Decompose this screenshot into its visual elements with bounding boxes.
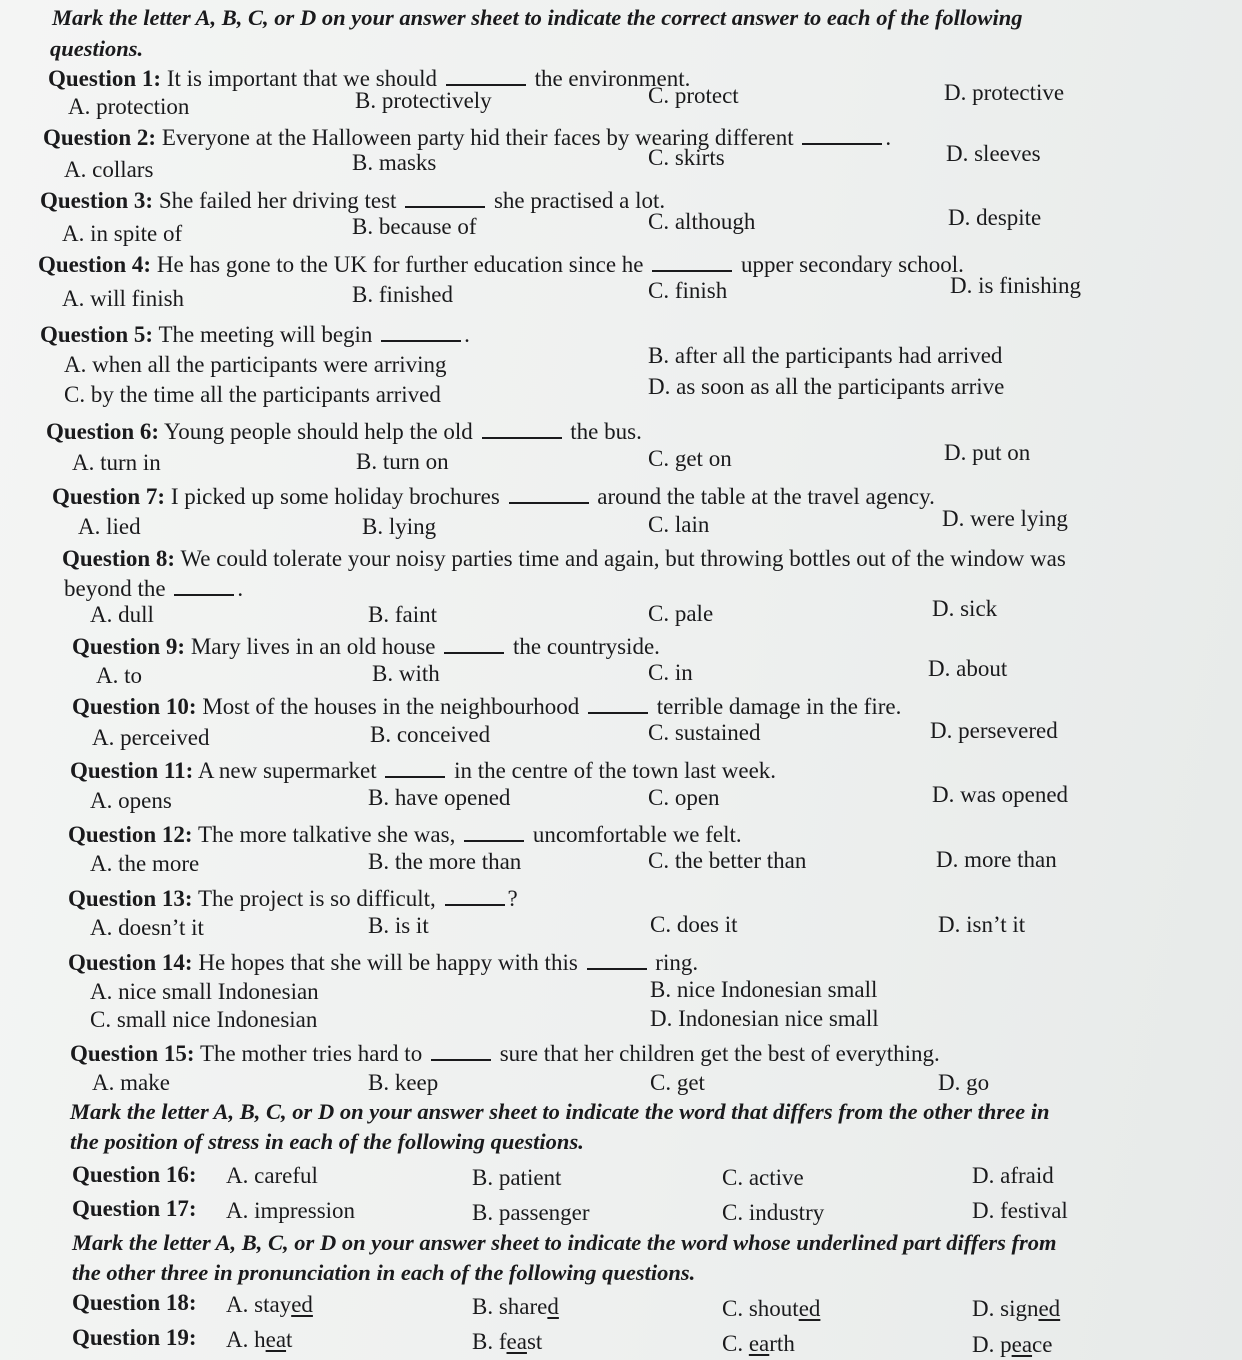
question-label: Question 15: (70, 1041, 195, 1066)
option-d: D. put on (944, 440, 1031, 465)
answer-blank (802, 124, 882, 145)
option-d: D. Indonesian nice small (650, 1006, 879, 1031)
question-stem-end: . (885, 125, 892, 150)
option-b: B. faint (368, 602, 437, 627)
underlined-part: ed (1038, 1296, 1061, 1321)
answer-blank (509, 483, 589, 504)
option-a: A. in spite of (62, 221, 183, 246)
question-stem-end: terrible damage in the fire. (656, 694, 902, 719)
answer-blank (482, 418, 562, 439)
option-a: A. lied (78, 514, 141, 539)
question-label: Question 7: (52, 484, 166, 509)
option-a: A. heat (226, 1327, 293, 1352)
question-stem-end: . (237, 576, 244, 601)
question-label: Question 17: (72, 1196, 197, 1221)
question-label: Question 2: (43, 125, 157, 150)
option-a: A. protection (68, 94, 190, 119)
option-a: A. collars (64, 157, 154, 182)
underlined-part: ea (748, 1331, 770, 1356)
option-d: D. sick (932, 596, 998, 621)
option-c: C. skirts (648, 145, 725, 170)
question-stem: He hopes that she will be happy with this (198, 950, 578, 975)
option-d: D. festival (972, 1198, 1068, 1223)
option-d: D. go (938, 1070, 990, 1095)
question-label: Question 16: (72, 1162, 197, 1187)
option-d: D. despite (948, 205, 1042, 230)
question-stem: It is important that we should (166, 66, 438, 91)
option-b: B. feast (472, 1329, 543, 1354)
option-b: B. protectively (355, 88, 492, 113)
question-stem-end: uncomfortable we felt. (532, 822, 742, 847)
question-label: Question 3: (40, 188, 154, 213)
question-stem: The mother tries hard to (199, 1041, 423, 1066)
answer-blank (405, 187, 485, 208)
question-stem-end: in the centre of the town last week. (454, 758, 777, 783)
answer-blank (588, 693, 648, 714)
question-stem: He has gone to the UK for further education since he (156, 252, 644, 277)
answer-blank (652, 251, 732, 272)
question-label: Question 14: (68, 950, 193, 975)
option-b: B. patient (472, 1165, 562, 1190)
section3-instruction-line1: Mark the letter A, B, C, or D on your answer sheet to indicate the word whose underlined part differs from (72, 1230, 1057, 1255)
answer-blank (381, 321, 461, 342)
option-c: C. get (650, 1070, 705, 1095)
question-stem: I picked up some holiday brochures (170, 484, 500, 509)
option-a: A. when all the participants were arriving (64, 352, 447, 377)
question-label: Question 12: (68, 822, 193, 847)
option-d: D. about (928, 656, 1008, 681)
option-d: D. as soon as all the participants arrive (648, 374, 1005, 399)
question-stem: A new supermarket (197, 758, 377, 783)
question-stem-end: she practised a lot. (493, 188, 666, 213)
option-c: C. sustained (648, 720, 761, 745)
option-a: A. careful (226, 1163, 318, 1188)
option-c: C. industry (722, 1200, 825, 1225)
option-c: C. protect (648, 83, 739, 108)
question-stem-end: ? (507, 886, 518, 911)
answer-blank (464, 821, 524, 842)
option-c: C. earth (722, 1331, 795, 1356)
question-stem-end: the environment. (534, 66, 691, 91)
question-stem: We could tolerate your noisy parties time and again, but throwing bottles out of the window was (180, 546, 1066, 571)
option-b: B. keep (368, 1070, 439, 1095)
question-label: Question 6: (46, 419, 160, 444)
option-d: D. more than (936, 847, 1057, 872)
option-d: D. signed (972, 1296, 1061, 1321)
question-stem: The project is so difficult, (197, 886, 436, 911)
option-b: B. shared (472, 1294, 559, 1319)
option-b: B. finished (352, 282, 453, 307)
question-label: Question 13: (68, 886, 193, 911)
option-b: B. after all the participants had arrived (648, 343, 1003, 368)
answer-blank (444, 633, 504, 654)
question-stem: Young people should help the old (164, 419, 473, 444)
option-c: C. lain (648, 512, 710, 537)
question-label: Question 1: (48, 66, 162, 91)
option-a: A. stayed (226, 1292, 313, 1317)
option-a: A. dull (90, 602, 154, 627)
option-c: C. small nice Indonesian (90, 1007, 318, 1032)
question-label: Question 5: (40, 322, 154, 347)
answer-blank (445, 885, 505, 906)
option-a: A. make (92, 1070, 170, 1095)
question-stem: She failed her driving test (158, 188, 397, 213)
option-c: C. shouted (722, 1296, 821, 1321)
question-label: Question 10: (72, 694, 197, 719)
section3-instruction-line2: the other three in pronunciation in each of the following questions. (72, 1260, 696, 1285)
option-a: A. the more (90, 851, 200, 876)
question-stem-end: around the table at the travel agency. (597, 484, 935, 509)
option-b: B. the more than (368, 849, 522, 874)
question-label: Question 9: (72, 634, 186, 659)
option-b: B. turn on (356, 449, 449, 474)
section2-instruction-line2: the position of stress in each of the following questions. (70, 1129, 584, 1154)
option-d: D. sleeves (946, 141, 1041, 166)
option-b: B. nice Indonesian small (650, 977, 878, 1002)
underlined-part: d (547, 1294, 559, 1319)
option-a: A. perceived (92, 725, 210, 750)
option-c: C. in (648, 660, 693, 685)
question-stem-end: sure that her children get the best of everything. (499, 1041, 940, 1066)
option-c: C. active (722, 1165, 804, 1190)
option-d: D. is finishing (950, 273, 1081, 298)
answer-blank (587, 949, 647, 970)
option-a: A. will finish (62, 286, 185, 311)
option-a: A. turn in (72, 450, 161, 475)
option-a: A. nice small Indonesian (90, 979, 319, 1004)
option-a: A. impression (226, 1198, 356, 1223)
option-d: D. peace (972, 1332, 1053, 1357)
question-label: Question 18: (72, 1290, 197, 1315)
question-stem-end: the bus. (570, 419, 642, 444)
option-c: C. open (648, 785, 720, 810)
option-c: C. the better than (648, 848, 807, 873)
question-label: Question 8: (62, 546, 176, 571)
answer-blank (385, 757, 445, 778)
answer-blank (174, 575, 234, 596)
question-stem: Most of the houses in the neighbourhood (202, 694, 580, 719)
option-d: D. were lying (942, 506, 1068, 531)
underlined-part: ea (265, 1327, 287, 1352)
option-b: B. have opened (368, 785, 511, 810)
question-stem: Everyone at the Halloween party hid their faces by wearing different (161, 125, 794, 150)
question-stem-end: the countryside. (513, 634, 660, 659)
option-c: C. get on (648, 446, 732, 471)
option-d: D. afraid (972, 1163, 1054, 1188)
option-a: A. opens (90, 788, 172, 813)
question-label: Question 11: (70, 758, 194, 783)
option-d: D. isn’t it (938, 912, 1026, 937)
question-stem-end: ring. (655, 950, 699, 975)
option-d: D. protective (944, 80, 1065, 105)
question-stem-end: upper secondary school. (741, 252, 964, 277)
option-b: B. because of (352, 214, 477, 239)
answer-blank (446, 65, 526, 86)
answer-blank (431, 1040, 491, 1061)
section1-instruction-line2: questions. (50, 36, 144, 61)
option-c: C. although (648, 209, 756, 234)
question-stem: The meeting will begin (158, 322, 373, 347)
option-c: C. finish (648, 278, 728, 303)
option-a: A. doesn’t it (90, 915, 204, 940)
section1-instruction-line1: Mark the letter A, B, C, or D on your answer sheet to indicate the correct answer to each of the following (52, 5, 1023, 30)
option-b: B. conceived (370, 722, 491, 747)
underlined-part: ed (798, 1296, 821, 1321)
option-c: C. by the time all the participants arrived (64, 382, 441, 407)
question-stem: Mary lives in an old house (190, 634, 436, 659)
option-b: B. masks (352, 150, 437, 175)
underlined-part: ea (1011, 1332, 1033, 1357)
question-label: Question 19: (72, 1325, 197, 1350)
option-b: B. passenger (472, 1200, 590, 1225)
question-stem: The more talkative she was, (197, 822, 456, 847)
option-c: C. does it (650, 912, 738, 937)
option-d: D. was opened (932, 782, 1069, 807)
section2-instruction-line1: Mark the letter A, B, C, or D on your answer sheet to indicate the word that differs from the other three in (70, 1099, 1050, 1124)
question-stem-end: . (464, 322, 470, 347)
underlined-part: ea (506, 1329, 527, 1354)
option-b: B. is it (368, 913, 429, 938)
option-a: A. to (96, 663, 142, 688)
question-stem-continued: beyond the (64, 576, 166, 601)
question-label: Question 4: (38, 252, 152, 277)
option-c: C. pale (648, 601, 714, 626)
option-d: D. persevered (930, 718, 1058, 743)
option-b: B. lying (362, 514, 437, 539)
option-b: B. with (372, 661, 440, 686)
underlined-part: ed (291, 1292, 313, 1317)
